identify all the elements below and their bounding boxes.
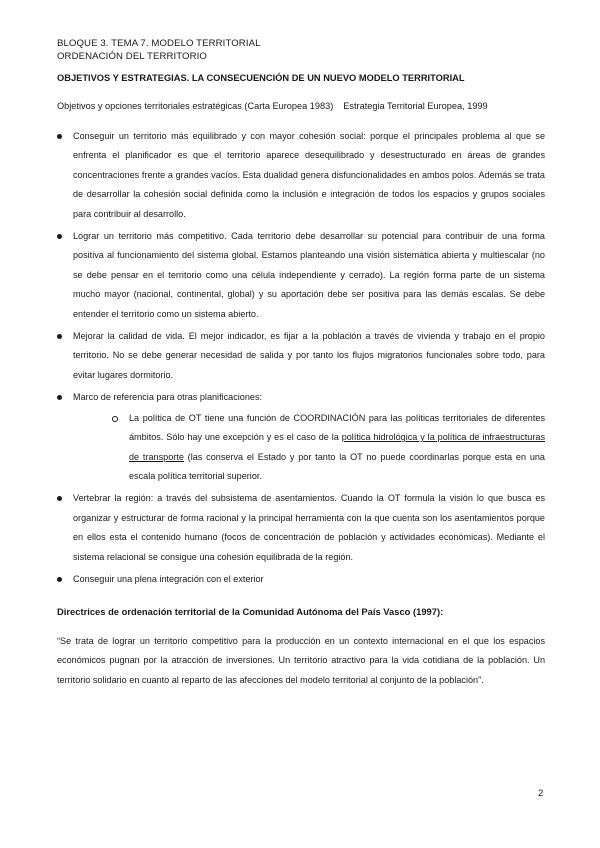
sub-text-before: La política de OT tiene una función de COORDINACIÓN para las políticas territoriales de diferentes ámbitos. Sólo hay une excepción y es el caso de la (129, 412, 545, 443)
list-item-text: Marco de referencia para otras planificaciones: (73, 392, 263, 403)
sub-text-after: (las conserva el Estado y por tanto la OT no puede coordinarlas porque esta en una escala política territorial superior. (129, 451, 545, 481)
sub-text-underlined: política hidrológica y la política de infraestructuras de transporte (129, 432, 545, 462)
list-item-text: Conseguir una plena integración con el exterior (73, 573, 264, 584)
subtitle-right: Estrategia Territorial Europea, 1999 (343, 101, 488, 111)
objectives-list (57, 127, 545, 592)
bullet-icon (57, 496, 62, 501)
section-title: OBJETIVOS Y ESTRATEGIAS. LA CONSECUENCIÓN DE UN NUEVO MODELO TERRITORIAL (57, 73, 465, 83)
bullet-icon (57, 334, 62, 339)
directives-title: Directrices de ordenación territorial de la Comunidad Autónoma del País Vasco (1997): (57, 606, 444, 617)
list-item-text: Vertebrar la región: a través del subsistema de asentamientos. Cuando la OT formula la visión lo que busca es organizar y estructurar de forma racional y la principal herramienta con la que cuenta son los asentamientos porque en ellos esta el contenido humano (focos de concentración de población y actividades económicas). Mediante el sistema relacional se consigue una cohesión equilibrada de la región. (73, 493, 545, 562)
bullet-icon (57, 234, 62, 239)
list-item (57, 327, 545, 385)
list-item-text: Mejorar la calidad de vida. El mejor indicador, es fijar a la población a través de vivienda y trabajo en el propio territorio. No se debe generar necesidad de salida y por tanto los flujos migratorios funcionales sobre todo, para evitar lugares dormitorio. (73, 331, 545, 380)
page-header (57, 38, 261, 63)
bullet-icon (57, 134, 62, 139)
bullet-icon (57, 577, 62, 582)
list-item (57, 127, 545, 224)
header-line-1: BLOQUE 3. TEMA 7. MODELO TERRITORIAL (57, 38, 261, 49)
list-item-text: Lograr un territorio más competitivo. Cada territorio debe desarrollar su potencial para contribuir de una forma positiva al funcionamiento del sistema global. Estamos planteando una visión sistemática abierta y multiescalar (no se debe pensar en el territorio como una célula independiente y cerrado). La región forma parte de un sistema mucho mayor (nacional, continental, global) y su aportación debe ser positiva para las demás escalas. Se debe entender el territorio como un sistema abierto. (73, 231, 545, 319)
sub-list-item (73, 409, 545, 487)
page-number: 2 (538, 788, 544, 799)
list-item (57, 570, 545, 589)
bullet-icon (57, 395, 62, 400)
list-item-text: Conseguir un territorio más equilibrado y con mayor cohesión social: porque el principales problema al que se enfrenta el planificador es que el territorio aparece desequilibrado y desestructurado en áreas de grandes concentraciones frente a grandes vacíos. Esta dualidad genera disfuncionalidades en ambos polos. Además se trata de desarrollar la cohesión social definida como la inclusión e integración de todos los espacios y grupos sociales para contribuir al desarrollo. (73, 131, 545, 219)
list-item (57, 489, 545, 567)
directives-quote: “Se trata de lograr un territorio competitivo para la producción en un contexto internacional en el que los espacios económicos pugnan por la atracción de inversiones. Un territorio atractivo para la vida cotidiana de la población. Un territorio solidario en cuanto al reparto de las afecciones del modelo territorial al conjunto de la población”. (57, 636, 545, 685)
subtitle-left: Objetivos y opciones territoriales estratégicas (Carta Europea 1983) (57, 101, 334, 111)
list-item (57, 227, 545, 324)
header-line-2: ORDENACIÓN DEL TERRITORIO (57, 50, 207, 62)
circle-bullet-icon (112, 416, 118, 422)
list-item (57, 388, 545, 486)
subtitle (57, 101, 488, 111)
